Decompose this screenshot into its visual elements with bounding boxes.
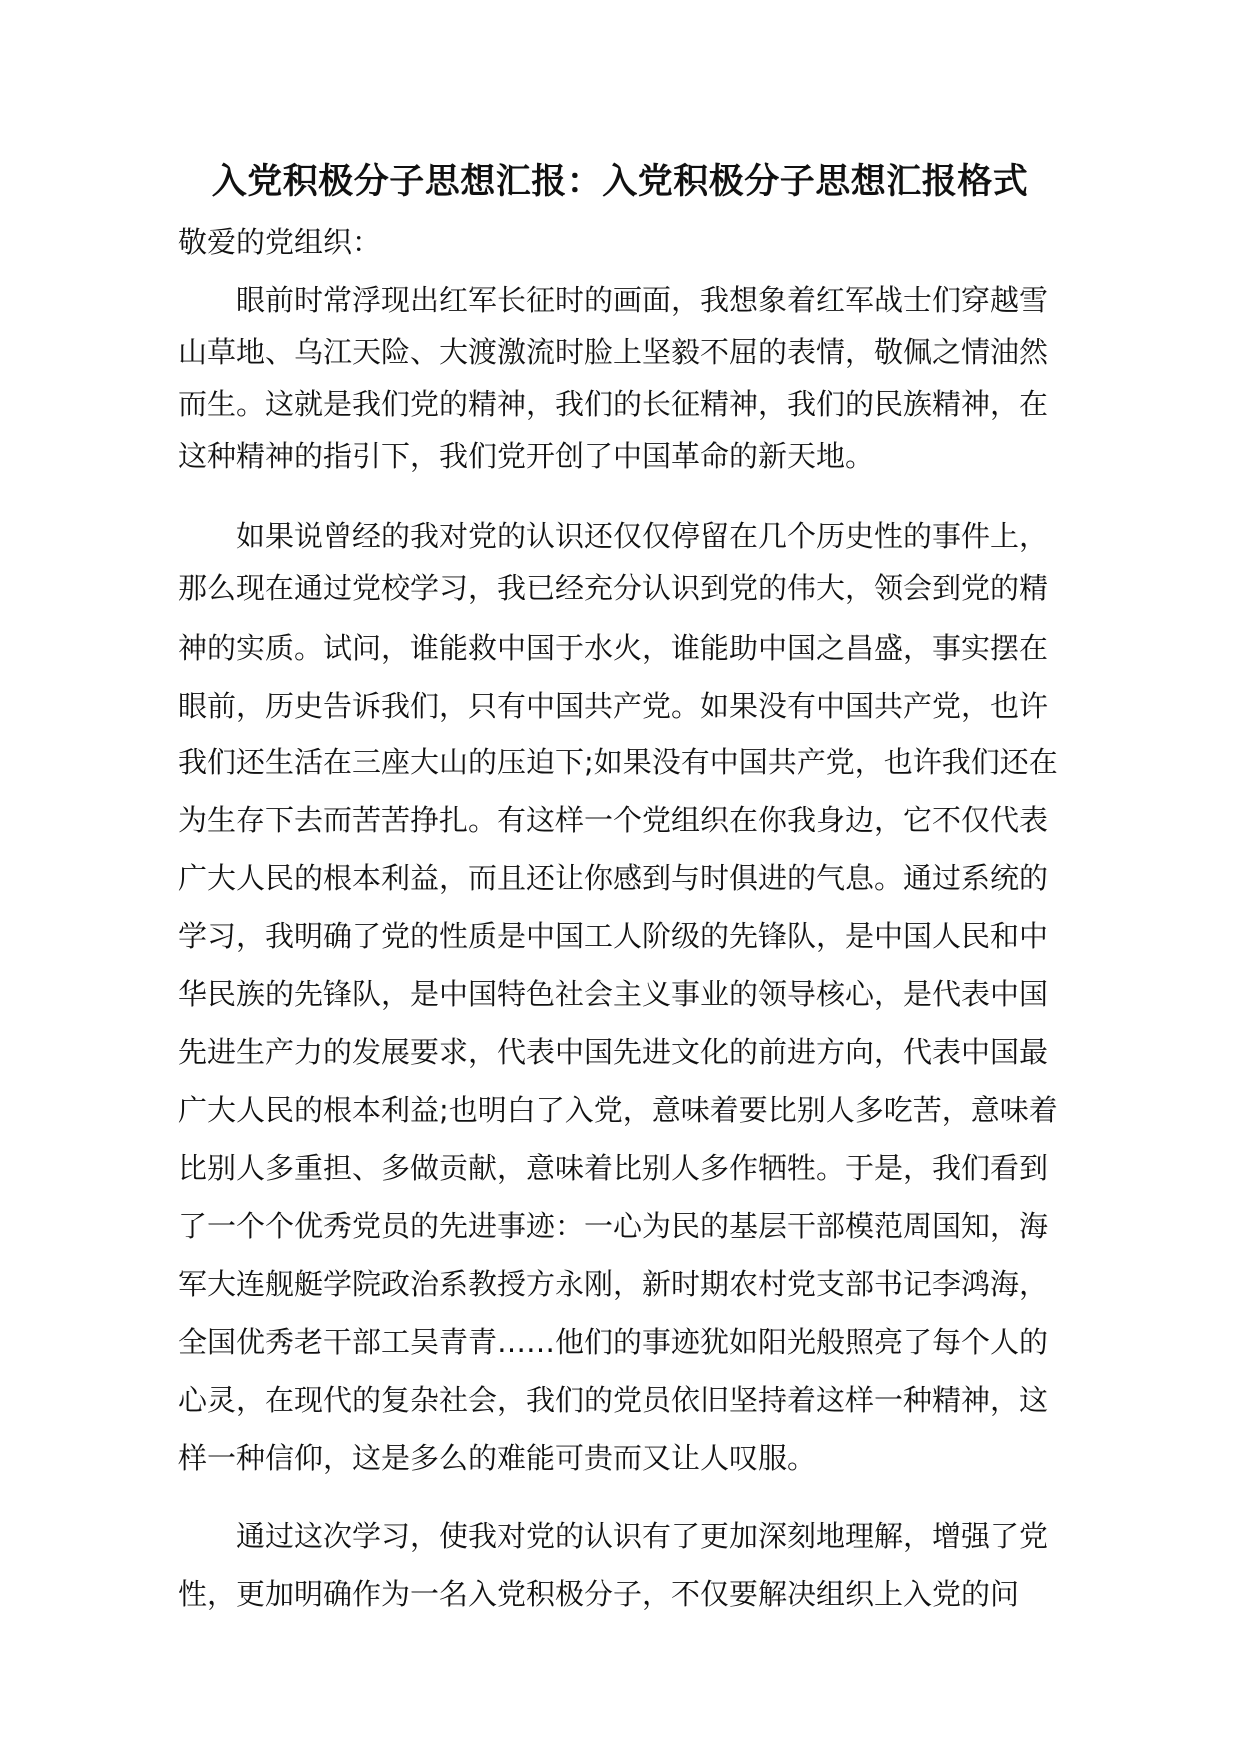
body-line: 了一个个优秀党员的先进事迹：一心为民的基层干部模范周国知，海 — [178, 1209, 1049, 1243]
body-line: 那么现在通过党校学习，我已经充分认识到党的伟大，领会到党的精 — [178, 571, 1049, 605]
body-line: 心灵，在现代的复杂社会，我们的党员依旧坚持着这样一种精神，这 — [178, 1383, 1049, 1417]
body-line: 先进生产力的发展要求，代表中国先进文化的前进方向，代表中国最 — [178, 1035, 1049, 1069]
body-line: 性，更加明确作为一名入党积极分子，不仅要解决组织上入党的问 — [178, 1577, 1020, 1611]
body-line: 通过这次学习，使我对党的认识有了更加深刻地理解，增强了党 — [236, 1519, 1049, 1553]
body-line: 学习，我明确了党的性质是中国工人阶级的先锋队，是中国人民和中 — [178, 919, 1049, 953]
body-line: 这种精神的指引下，我们党开创了中国革命的新天地。 — [178, 439, 875, 473]
document-title: 入党积极分子思想汇报：入党积极分子思想汇报格式 — [211, 162, 1029, 202]
body-line: 神的实质。试问，谁能救中国于水火，谁能助中国之昌盛，事实摆在 — [178, 631, 1049, 665]
body-line: 比别人多重担、多做贡献，意味着比别人多作牺牲。于是，我们看到 — [178, 1151, 1049, 1185]
body-line: 广大人民的根本利益;也明白了入党，意味着要比别人多吃苦，意味着 — [178, 1093, 1058, 1127]
salutation: 敬爱的党组织： — [178, 225, 382, 259]
body-line: 广大人民的根本利益，而且还让你感到与时俱进的气息。通过系统的 — [178, 861, 1049, 895]
body-line: 眼前，历史告诉我们，只有中国共产党。如果没有中国共产党，也许 — [178, 689, 1049, 723]
body-line: 为生存下去而苦苦挣扎。有这样一个党组织在你我身边，它不仅代表 — [178, 803, 1049, 837]
body-line: 华民族的先锋队，是中国特色社会主义事业的领导核心，是代表中国 — [178, 977, 1049, 1011]
body-line: 如果说曾经的我对党的认识还仅仅停留在几个历史性的事件上， — [236, 519, 1049, 553]
body-line: 山草地、乌江天险、大渡激流时脸上坚毅不屈的表情，敬佩之情油然 — [178, 335, 1049, 369]
body-line: 而生。这就是我们党的精神，我们的长征精神，我们的民族精神，在 — [178, 387, 1049, 421]
body-line: 样一种信仰，这是多么的难能可贵而又让人叹服。 — [178, 1441, 817, 1475]
body-line: 军大连舰艇学院政治系教授方永刚，新时期农村党支部书记李鸿海， — [178, 1267, 1049, 1301]
body-line: 我们还生活在三座大山的压迫下;如果没有中国共产党，也许我们还在 — [178, 745, 1058, 779]
body-line: 全国优秀老干部工吴青青……他们的事迹犹如阳光般照亮了每个人的 — [178, 1325, 1049, 1359]
body-line: 眼前时常浮现出红军长征时的画面，我想象着红军战士们穿越雪 — [236, 283, 1049, 317]
